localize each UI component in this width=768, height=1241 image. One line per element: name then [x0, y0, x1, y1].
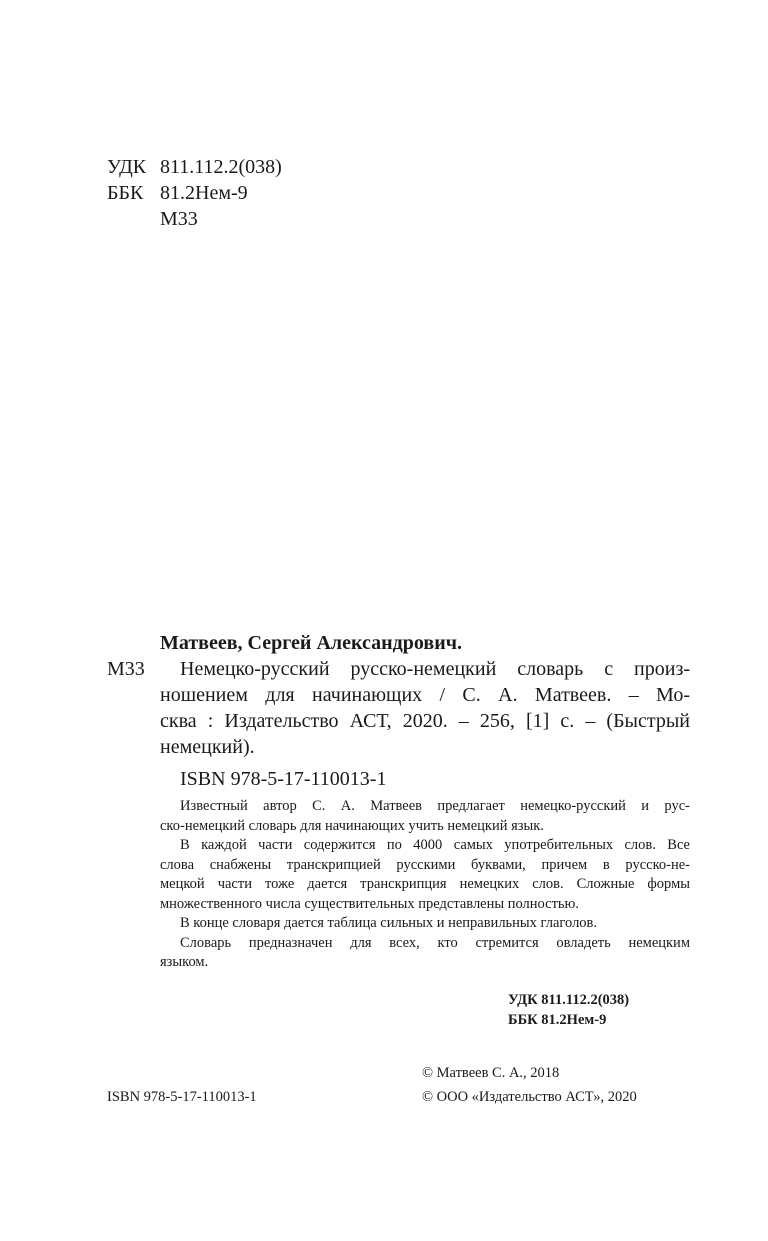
- entry-line: Немецко-русский русско-немецкий словарь с произ-: [180, 658, 690, 680]
- udk-label: УДК: [107, 156, 147, 178]
- entry-author-mark: М33: [107, 658, 145, 680]
- copyright-publisher: © ООО «Издательство АСТ», 2020: [422, 1089, 637, 1105]
- annotation-line: Словарь предназначен для всех, кто стремится овладеть немецким: [180, 935, 690, 951]
- entry-author: Матвеев, Сергей Александрович.: [160, 632, 463, 654]
- udk-value: 811.112.2(038): [160, 156, 282, 178]
- copyright-author: © Матвеев С. А., 2018: [422, 1065, 560, 1081]
- annotation-line: языком.: [160, 954, 209, 970]
- annotation-line: мецкой части тоже дается транскрипция немецких слов. Сложные формы: [160, 876, 690, 892]
- author-mark: М33: [160, 208, 198, 230]
- entry-line: сква : Издательство АСТ, 2020. – 256, [1] с. – (Быстрый: [160, 710, 690, 732]
- annotation-line: слова снабжены транскрипцией русскими буквами, причем в русско-не-: [160, 857, 690, 873]
- entry-isbn: ISBN 978-5-17-110013-1: [180, 768, 387, 790]
- annotation-line: В каждой части содержится по 4000 самых употребительных слов. Все: [180, 837, 690, 853]
- bbk-value: 81.2Нем-9: [160, 182, 248, 204]
- annotation-line: множественного числа существительных представлены полностью.: [160, 896, 580, 912]
- udk-code: УДК 811.112.2(038): [508, 992, 630, 1008]
- annotation-line: Известный автор С. А. Матвеев предлагает немецко-русский и рус-: [180, 798, 690, 814]
- annotation-line: ско-немецкий словарь для начинающих учить немецкий язык.: [160, 818, 544, 834]
- bbk-label: ББК: [107, 182, 144, 204]
- footer-isbn: ISBN 978-5-17-110013-1: [107, 1089, 257, 1105]
- bbk-code: ББК 81.2Нем-9: [508, 1012, 607, 1028]
- annotation-line: В конце словаря дается таблица сильных и неправильных глаголов.: [180, 915, 598, 931]
- entry-line: ношением для начинающих / С. А. Матвеев. – Мо-: [160, 684, 690, 706]
- entry-line: немецкий).: [160, 736, 255, 758]
